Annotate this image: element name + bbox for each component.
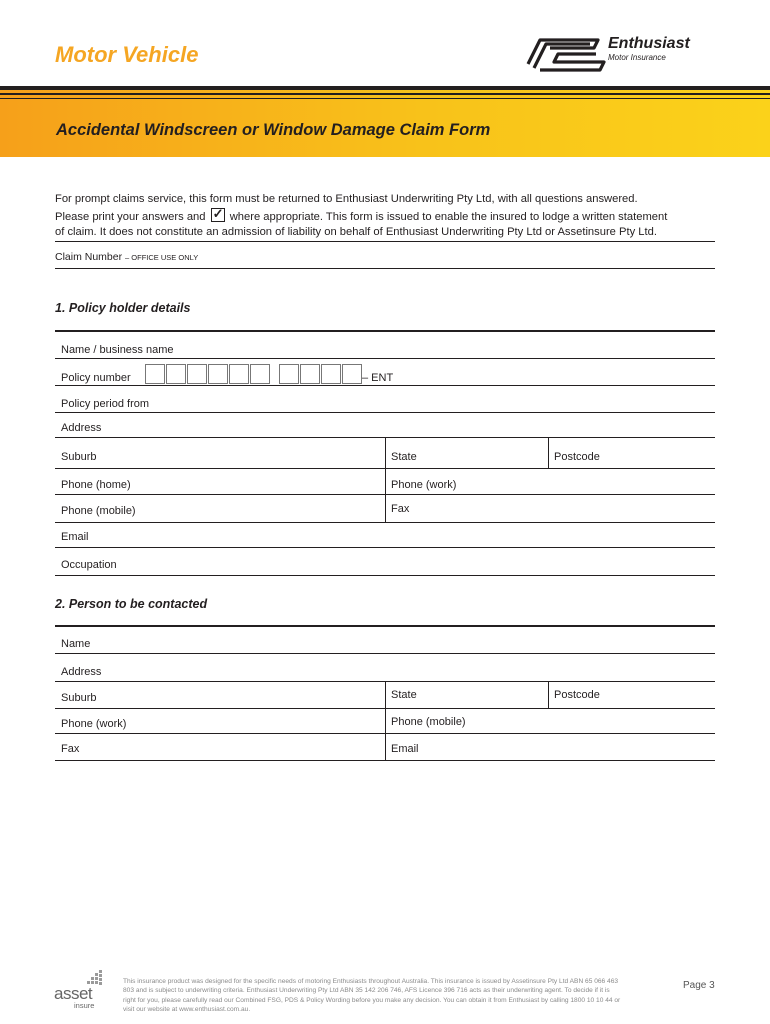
contact-address-label: Address — [61, 666, 102, 678]
policy-number-box[interactable] — [342, 364, 362, 384]
banner-stripe — [0, 93, 770, 95]
contact-suburb-field[interactable] — [55, 708, 715, 709]
logo-subtitle: Motor Insurance — [608, 53, 666, 62]
policy-number-box[interactable] — [250, 364, 270, 384]
contact-email-label: Email — [391, 743, 419, 755]
column-divider — [385, 437, 386, 522]
policy-period-label: Policy period from — [61, 398, 150, 410]
phone-home-label: Phone (home) — [61, 479, 131, 491]
document-title: Motor Vehicle — [55, 42, 199, 67]
phone-mobile-field[interactable] — [55, 522, 715, 523]
contact-phone-field[interactable] — [55, 733, 715, 734]
column-divider — [548, 437, 549, 468]
name-field[interactable] — [55, 358, 715, 359]
assetinsure-logo-sub: insure — [74, 1001, 95, 1010]
contact-postcode-label: Postcode — [554, 689, 600, 701]
contact-suburb-label: Suburb — [61, 692, 97, 704]
banner-stripe — [0, 98, 770, 99]
intro-text: Please print your answers and — [55, 210, 206, 223]
claim-number-label — [55, 251, 198, 263]
intro-paragraph — [55, 192, 745, 241]
name-label: Name / business name — [61, 344, 174, 356]
contact-name-field[interactable] — [55, 653, 715, 654]
banner-stripe — [0, 86, 770, 90]
footer-disclaimer: This insurance product was designed for the specific needs of motoring Enthusiasts throughout Australia. This insurance is issued by Assetinsure Pty Ltd ABN 65 066 463 803 and is subject to underwriting criteria. Enthusiast Underwriting Pty Ltd ABN 35 142 206 746, AFS Licence 396 716 acts as their underwriting agent. To decide if it is right for you, please carefully read our Combined FSG, PDS & Policy Wording before you make any decision. You can obtain it from Enthusiast by calling 1800 10 10 44 or visit our website at www.enthusiast.com.au. — [123, 978, 621, 1014]
phone-mobile-label: Phone (mobile) — [61, 505, 136, 517]
policy-number-box[interactable] — [279, 364, 299, 384]
ent-suffix: – ENT — [362, 372, 394, 384]
policy-period-field[interactable] — [55, 412, 715, 413]
intro-line — [55, 208, 745, 226]
column-divider — [548, 681, 549, 708]
policy-number-box[interactable] — [187, 364, 207, 384]
policy-number-box[interactable] — [300, 364, 320, 384]
state-label: State — [391, 451, 417, 463]
address-label: Address — [61, 422, 102, 434]
contact-fax-email-field[interactable] — [55, 760, 715, 761]
email-label: Email — [61, 531, 89, 543]
contact-phone-mobile-label: Phone (mobile) — [391, 716, 466, 728]
divider — [55, 241, 715, 242]
occupation-field[interactable] — [55, 575, 715, 576]
claim-number-text: Claim Number — [55, 251, 123, 263]
column-divider — [385, 681, 386, 760]
intro-line: For prompt claims service, this form must be returned to Enthusiast Underwriting Pty Ltd, with all questions answered. — [55, 193, 638, 205]
section-heading-person-contacted: 2. Person to be contacted — [55, 597, 208, 611]
claim-number-field[interactable] — [55, 268, 715, 269]
checkmark-icon — [211, 208, 225, 222]
policy-number-box[interactable] — [229, 364, 249, 384]
fax-label: Fax — [391, 503, 410, 515]
contact-fax-label: Fax — [61, 743, 80, 755]
section-heading-policy-holder: 1. Policy holder details — [55, 301, 191, 315]
section-rule — [55, 330, 715, 332]
email-field[interactable] — [55, 547, 715, 548]
assetinsure-logo-word: asset — [54, 984, 93, 1003]
page-number: Page 3 — [683, 980, 715, 991]
office-use-note: – OFFICE USE ONLY — [125, 253, 199, 262]
phone-field[interactable] — [55, 494, 715, 495]
phone-work-label: Phone (work) — [391, 479, 457, 491]
policy-number-box[interactable] — [145, 364, 165, 384]
policy-number-box[interactable] — [321, 364, 341, 384]
logo-name: Enthusiast — [608, 35, 690, 52]
section-rule — [55, 625, 715, 627]
contact-name-label: Name — [61, 638, 91, 650]
policy-number-box[interactable] — [166, 364, 186, 384]
divider — [55, 385, 715, 386]
contact-state-label: State — [391, 689, 417, 701]
intro-line: of claim. It does not constitute an admission of liability on behalf of Enthusiast Underwriting Pty Ltd or Assetinsure Pty Ltd. — [55, 226, 657, 238]
policy-number-box[interactable] — [208, 364, 228, 384]
suburb-label: Suburb — [61, 451, 97, 463]
postcode-label: Postcode — [554, 451, 600, 463]
intro-text: where appropriate. This form is issued to enable the insured to lodge a written statement — [229, 210, 668, 223]
form-title: Accidental Windscreen or Window Damage Claim Form — [56, 121, 491, 139]
policy-number-label: Policy number — [61, 372, 131, 384]
occupation-label: Occupation — [61, 559, 117, 571]
contact-phone-work-label: Phone (work) — [61, 718, 127, 730]
suburb-field[interactable] — [55, 468, 715, 469]
